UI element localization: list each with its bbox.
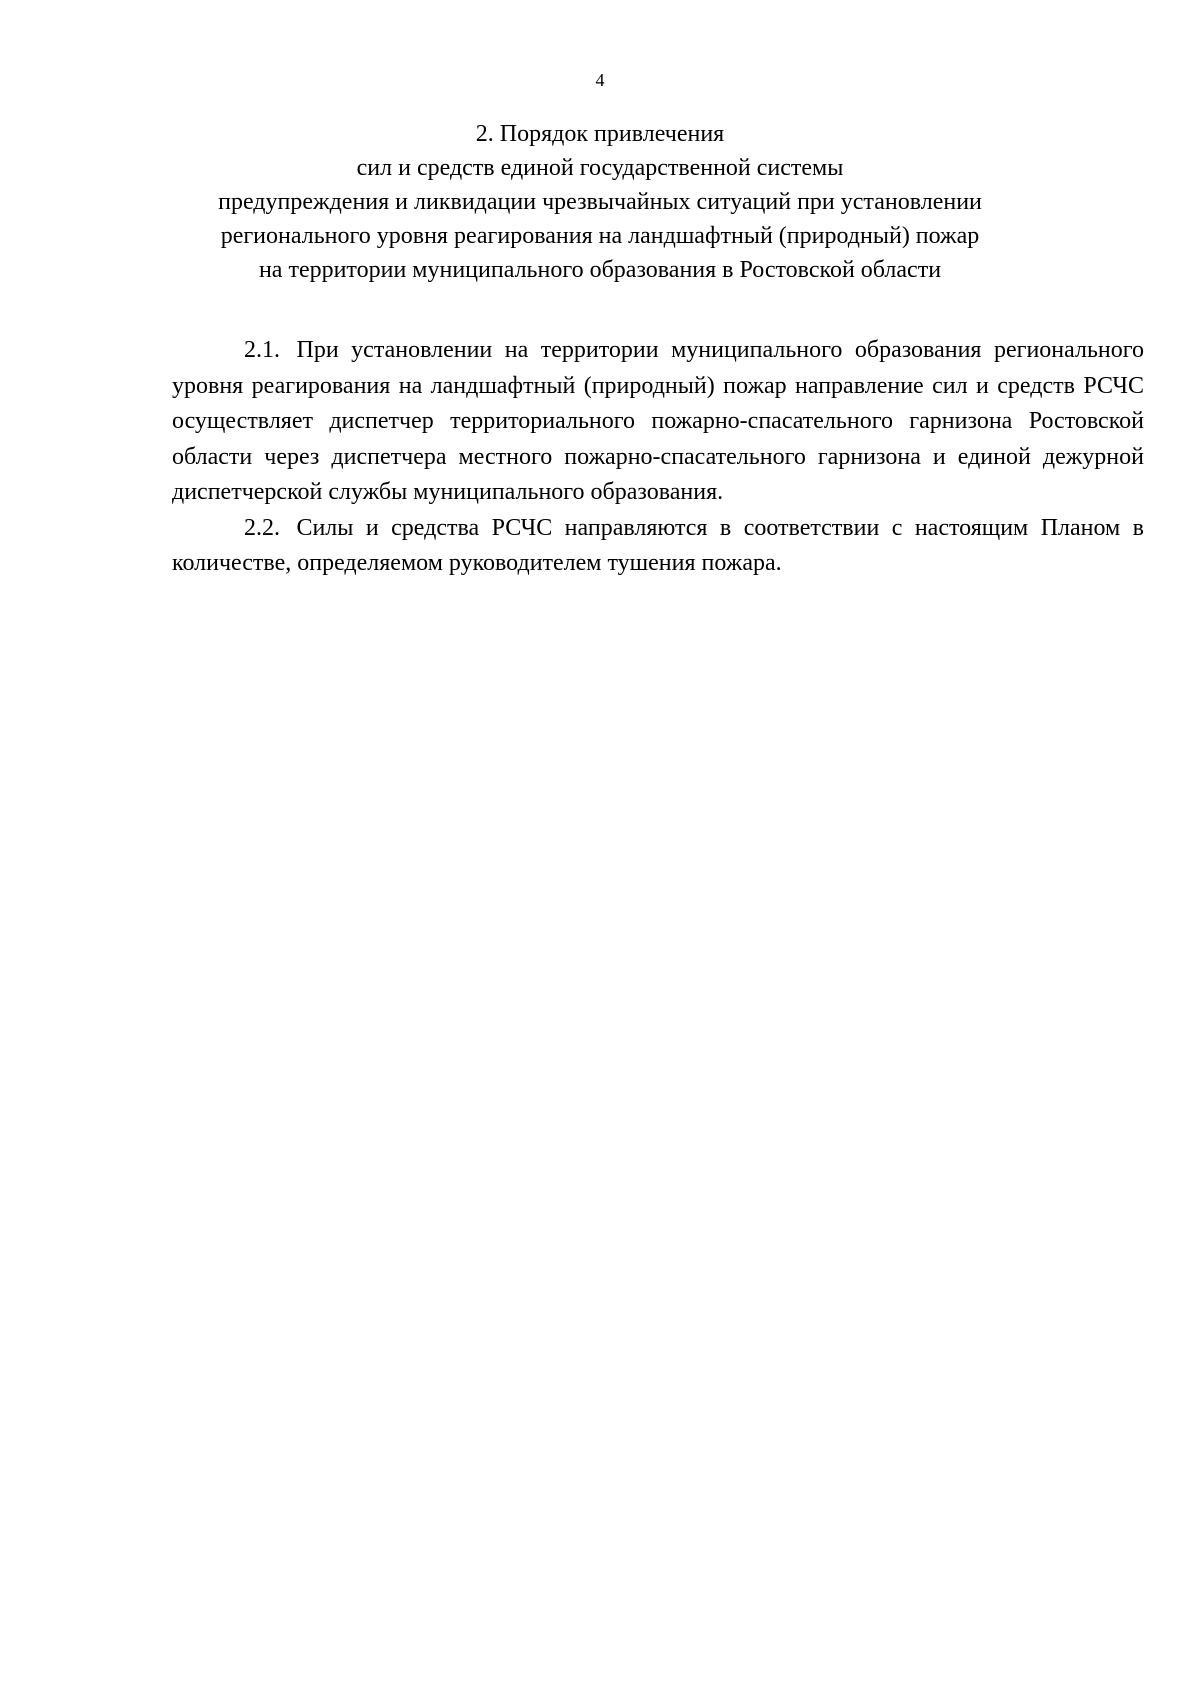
paragraph-number: 2.1. [244,337,280,363]
document-body [172,333,1144,582]
paragraph-2-1 [172,333,1144,511]
heading-line: 2. Порядок привлечения [475,121,725,147]
heading-line: предупреждения и ликвидации чрезвычайных ситуаций при установлении [218,189,982,215]
heading-line: сил и средств единой государственной системы [356,155,844,181]
paragraph-text: При установлении на территории муниципального образования регионального уровня реагирования на ландшафтный (природный) пожар направление сил и средств РСЧС осуществляет диспетчер территориального пожарно-спасательного гарнизона Ростовской области через диспетчера местного пожарно-спасательного гарнизона и единой дежурной диспетчерской службы муниципального образования. [172,337,1145,505]
paragraph-text: Силы и средства РСЧС направляются в соответствии с настоящим Планом в количестве, определяемом руководителем тушения пожара. [172,514,1144,576]
section-heading [150,117,1050,287]
page-number: 4 [595,70,605,90]
heading-line: регионального уровня реагирования на ландшафтный (природный) пожар [220,223,980,249]
paragraph-number: 2.2. [244,514,280,541]
heading-line: на территории муниципального образования в Ростовской области [258,257,942,283]
paragraph-2-2 [172,511,1144,582]
